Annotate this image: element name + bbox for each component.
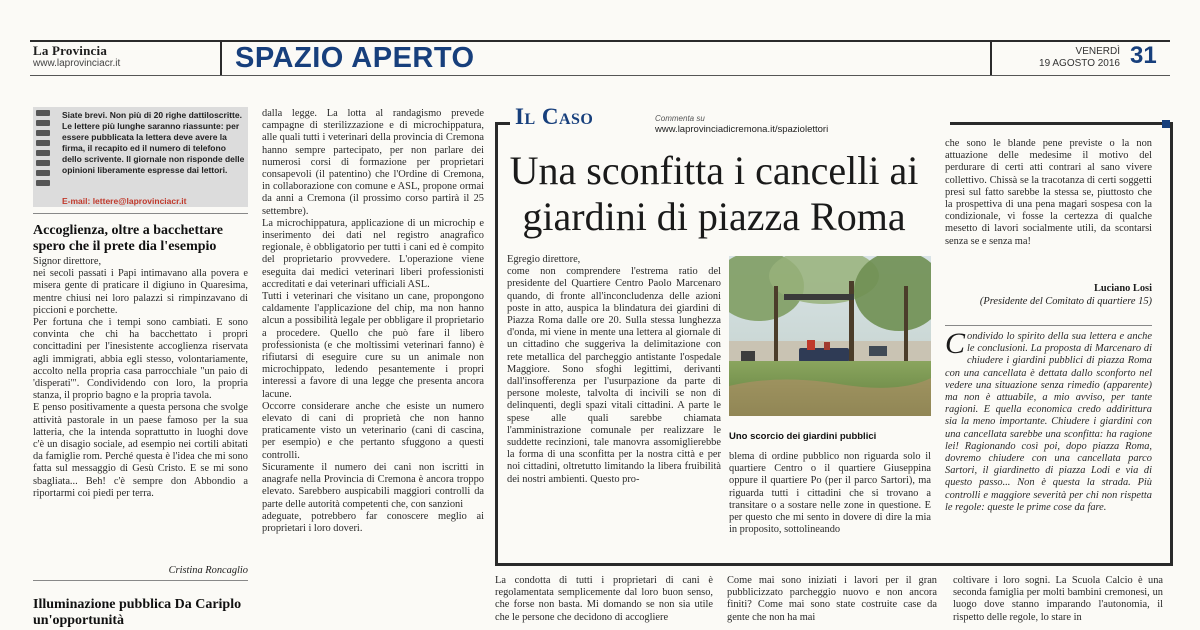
feature-signature-role: (Presidente del Comitato di quartiere 15) bbox=[979, 296, 1152, 307]
reply-text: ondivido lo spirito della sua lettera e anche le conclusioni. La proposta di Marcenaro di chiudere i giardini pubblici di piazza Roma con una cancellata è dettata dallo sconforto nel vedere una situazione senza rimedio (apparente) ma non è attuabile, a mio avviso, per tante ragioni. E quella economica credo addirittura sia la meno importante. Chiudere i giardini con una cancellata sarebbe una sconfitta: ha ragione lei! Ragionando così poi, dopo piazza Roma, dovremo chiudere con una cancellata parco Sartori, il giardinetto di piazza Lodi e via di questo passo... Non è questa la strada. Più controlli e maggiore severità per chi non rispetta le regole: queste le prime cose da fare. bbox=[945, 331, 1152, 513]
header-separator bbox=[220, 40, 222, 75]
letter-body bbox=[262, 108, 484, 630]
reply-dropcap: C bbox=[945, 331, 966, 360]
brand-name: La Provincia bbox=[33, 43, 108, 58]
column-rule bbox=[33, 213, 248, 214]
feature-paragraph: blema di ordine pubblico non riguarda solo il quartiere Centro o il quartiere Giuseppina oppure il quartiere Po (per il parco Sartori), ma riguarda tutti i cittadini che si trovano a transitare o a sostare nelle zone in questione. E per questo che mi sento in dovere di dire la mia in proposito, sottolineando bbox=[729, 451, 931, 536]
letters-email[interactable]: E-mail: lettere@laprovinciacr.it bbox=[62, 196, 187, 206]
comment-prompt: Commenta su bbox=[655, 114, 705, 123]
date-full: 19 AGOSTO 2016 bbox=[1039, 58, 1120, 69]
header-top-rule bbox=[30, 40, 1170, 42]
bullet-icon bbox=[36, 110, 50, 116]
date-day: VENERDÌ bbox=[1075, 46, 1120, 57]
bullet-icon bbox=[36, 140, 50, 146]
bullet-icon bbox=[36, 150, 50, 156]
letter-body: coltivare i loro sogni. La Scuola Calcio è una seconda famiglia per molti bambini cremonesi, un luogo dove stanno imparando l'autonomia, il rispetto delle regole, lo stare in bbox=[953, 575, 1163, 623]
header-bottom-rule bbox=[30, 75, 1170, 76]
frame-corner bbox=[1162, 120, 1170, 128]
feature-signature-name: Luciano Losi bbox=[1093, 283, 1152, 294]
photo-caption: Uno scorcio dei giardini pubblici bbox=[729, 431, 877, 442]
letter-signature: Cristina Roncaglio bbox=[168, 565, 248, 576]
feature-paragraph: come non comprendere l'estrema ratio del presidente del Quartiere Centro Paolo Marcenaro quando, di fronte all'inconcludenza delle azioni poste in atto, auspica la blindatura dei giardini di Piazza Roma dalle ore 20. Sulla stessa lunghezza d'onda, mi viene in mente una lettera al giornale di un cittadino che suggeriva la delimitazione con rete metallica del parcheggio antistante l'ospedale Maggiore. Sono sfoghi legittimi, derivanti dall'insofferenza per l'usurpazione da parte di persone moleste, talvolta di incivili se non di delinquenti, degli spazi vitali cittadini. A parte le spese alle quali sarebbe chiamata l'amministrazione comunale per realizzare le suddette recinzioni, tale manovra assomiglierebbe la forma di una sconfitta per la nostra città e per noi cittadini, oltretutto limitando la libera fruibilità dei nostri ambienti. Questo pro- bbox=[507, 266, 721, 485]
letter-paragraph: dalla legge. La lotta al randagismo prevede campagne di sterilizzazione e di microchippatura, alle quali tutti i veterinari della provincia di Cremona hanno sempre partecipato, per non parlare dei numerosi corsi di formazione per proprietari consapevoli (il patentino) che l'Ordine di Cremona, in collaborazione con comune e ASL, propone ormai da anni a Cremona (il prossimo corso partirà il 25 settembre). bbox=[262, 108, 484, 217]
park-photo bbox=[729, 256, 931, 416]
brand-url[interactable]: www.laprovinciacr.it bbox=[33, 58, 121, 69]
letter-paragraph: Signor direttore, bbox=[33, 256, 102, 267]
letter-paragraph: Occorre considerare anche che esiste un numero elevato di cani di proprietà che non hanno praticamente visto un veterinario (cani di cascina, per esempio) e che pertanto sfuggono a questi controlli. bbox=[262, 400, 484, 461]
letter-paragraph: nei secoli passati i Papi intimavano alla povera e misera gente di praticare il digiuno in Quaresima, mentre chiusi nei loro palazzi si rimpinzavano di piccioni e porchette. bbox=[33, 268, 248, 316]
feature-body bbox=[729, 451, 931, 553]
bullet-icon bbox=[36, 160, 50, 166]
letter-headline: Accoglienza, oltre a bacchettare spero che il prete dia l'esempio bbox=[33, 223, 223, 254]
reply-separator bbox=[945, 325, 1152, 326]
bullet-icon bbox=[36, 180, 50, 186]
letter-body: La condotta di tutti i proprietari di cani è regolamentata semplicemente dal loro buon senso, che forse non basta. Mi domando se non sia utile che le persone che decidono di accogliere bbox=[495, 575, 713, 623]
letter-paragraph: Tutti i veterinari che visitano un cane, propongono caldamente l'applicazione del chip, ma non hanno alcun a possibilità legale per obbligare il proprietario a procedere. Quello che può fare il libero professionista (e che moltissimi veterinari fanno) è rifiutarsi di eseguire cure su un animale non microchippato, ledendo pesantemente i propri interessi a favore di una legge che presenta ancora lacune. bbox=[262, 291, 484, 400]
rules-icons bbox=[36, 110, 58, 190]
letters-rules-text: Siate brevi. Non più di 20 righe dattiloscritte. Le lettere più lunghe saranno riassunte: per essere pubblicata la lettera deve avere la firma, il recapito ed il numero di telefono dello scrivente. Il giornale non risponde delle opinioni liberamente espresse dai lettori. bbox=[62, 110, 245, 175]
section-title: SPAZIO APERTO bbox=[235, 42, 475, 74]
letter-body: Come mai sono iniziati i lavori per il gran pubblicizzato parcheggio nuovo e non ancora finiti? Come mai sono state costruite case da gente che non ha mai bbox=[727, 575, 937, 623]
page-number: 31 bbox=[1130, 42, 1157, 69]
letter-paragraph: Per fortuna che i tempi sono cambiati. E sono convinta che chi ha bacchettato i propri concittadini per l'inesistente accoglienza riservata agli immigrati, abbia egli stesso, volontariamente, accolto nella propria casa parrocchiale "un paio di 'disperati'". Condividendo con loro, la propria stanza, il proprio bagno e la propria tavola. bbox=[33, 317, 248, 402]
letter-paragraph: La microchippatura, applicazione di un microchip e inserimento dei dati nel registro anagrafico regionale, è obbligatorio per tutti i cani ed è compito del proprietario provvedere. L'operazione viene eseguita dai medici veterinari liberi professionisti accreditati e dai veterinari ufficiali ASL. bbox=[262, 217, 484, 290]
bullet-icon bbox=[36, 170, 50, 176]
feature-paragraph: Egregio direttore, bbox=[507, 254, 581, 265]
feature-body bbox=[507, 254, 721, 552]
bullet-icon bbox=[36, 130, 50, 136]
feature-headline: Una sconfitta i cancelli ai giardini di piazza Roma bbox=[509, 148, 919, 239]
letter-headline: Illuminazione pubblica Da Cariplo un'opportunità bbox=[33, 597, 242, 628]
letter-paragraph: Sicuramente il numero dei cani non iscritti in anagrafe nella Provincia di Cremona è ancora troppo elevato. Sarebbero auspicabili maggiori controlli da parte delle autorità competenti che, con sanzioni bbox=[262, 461, 484, 510]
feature-paragraph: che sono le blande pene previste o la non attuazione delle medesime il motivo del perdurare di certi atti contrari al sano vivere collettivo. Chissà se la tracotanza di certi soggetti presi sul fatto sarebbe la stessa se, piuttosto che la prospettiva di una pena magari sospesa con la condizionale, vi fosse la certezza di qualche mesetto di lavori socialmente utili, da scontarsi senza se e senza ma! bbox=[945, 138, 1152, 247]
park-photo-illustration bbox=[729, 256, 931, 416]
editor-reply bbox=[945, 331, 1152, 553]
feature-label: Il Caso bbox=[515, 104, 594, 129]
feature-body bbox=[945, 138, 1152, 276]
letter-paragraph: E penso positivamente a questa persona che svolge attività pastorale in un paese famoso per la sua latteria, che la intenda soprattutto in luoghi dove c'è un disagio sociale, ad esempio nei cortili abitati da famiglie rom. Perché questa è l'idea che mi sono fatta sul messaggio di Gesù Cristo. E se mi sono sbagliata... Beh! c'è sempre don Abbondio a riportarmi coi piedi per terra. bbox=[33, 402, 248, 499]
column-rule bbox=[33, 580, 248, 581]
comment-url[interactable]: www.laprovinciadicremona.it/spaziolettori bbox=[655, 124, 829, 135]
bullet-icon bbox=[36, 120, 50, 126]
header-separator bbox=[990, 40, 992, 75]
letter-body bbox=[33, 256, 248, 558]
letter-paragraph: adeguate, potrebbero far conoscere meglio ai proprietari i loro doveri. bbox=[262, 510, 484, 534]
